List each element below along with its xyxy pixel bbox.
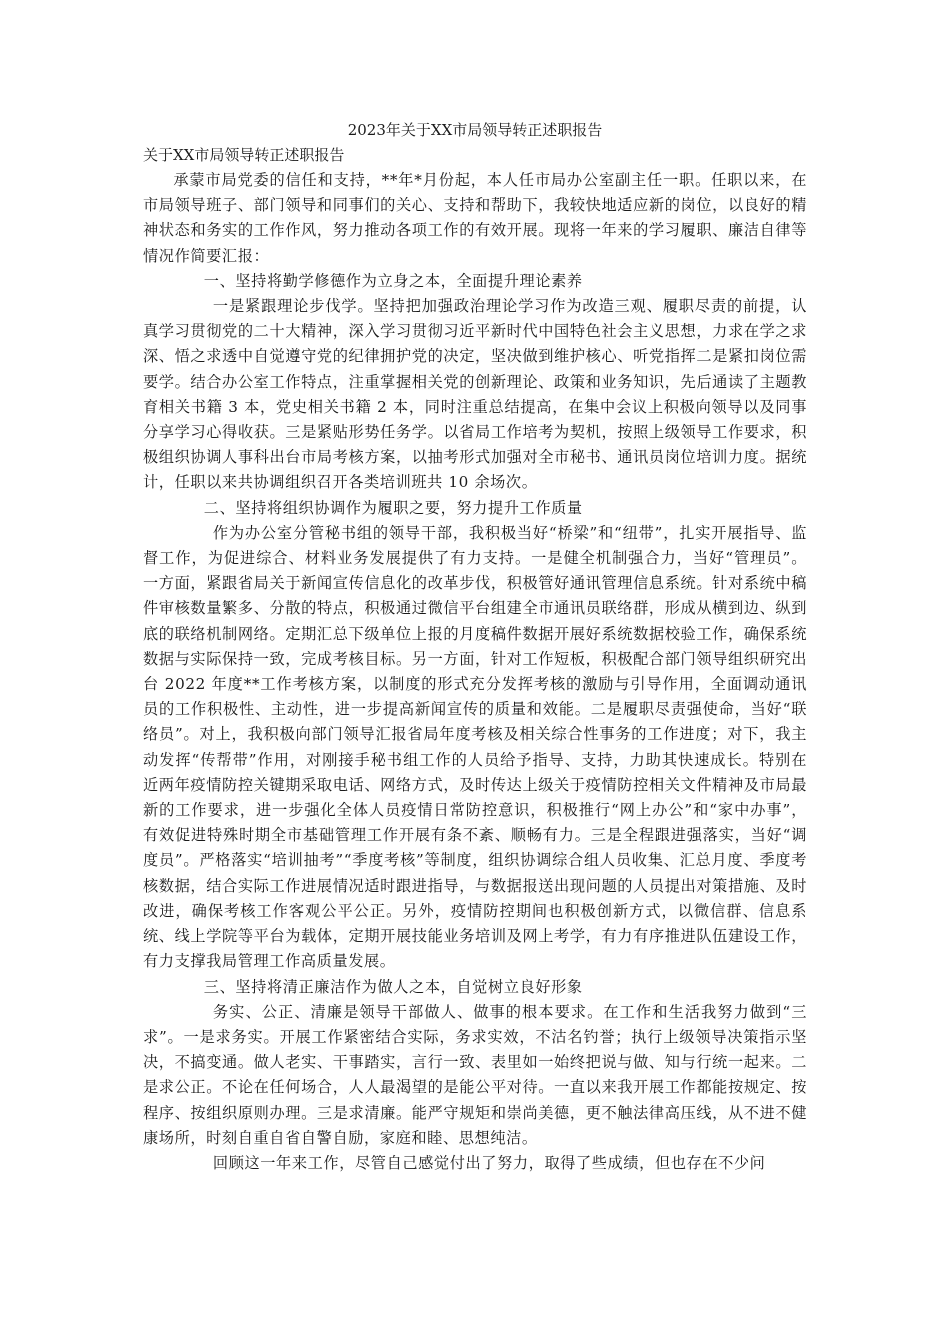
section-2-heading: 二、坚持将组织协调作为履职之要，努力提升工作质量 xyxy=(203,498,583,517)
section-1-heading: 一、坚持将勤学修德作为立身之本，全面提升理论素养 xyxy=(203,271,583,290)
document-title: 2023年关于XX市局领导转正述职报告 xyxy=(347,121,603,139)
closing-paragraph: 回顾这一年来工作，尽管自己感觉付出了努力，取得了些成绩，但也存在不少问 xyxy=(212,1153,766,1172)
intro-paragraph: 承蒙市局党委的信任和支持，**年*月份起，本人任市局办公室副主任一职。任职以来，在市局领导班子、部门领导和同事们的关心、支持和帮助下，我较快地适应新的岗位，以良好的精神状态和务实的工作作风，努力推动各项工作的有效开展。现将一年来的学习履职、廉洁自律等情况作简要汇报： xyxy=(143,171,807,265)
document-subtitle: 关于XX市局领导转正述职报告 xyxy=(143,146,345,164)
document-page xyxy=(143,118,807,1176)
section-2-body: 作为办公室分管秘书组的领导干部，我积极当好“桥梁”和“纽带”，扎实开展指导、监督工作，为促进综合、材料业务发展提供了有力支持。一是健全机制强合力，当好“管理员”。一方面，紧跟省局关于新闻宣传信息化的改革步伐，积极管好通讯管理信息系统。针对系统中稿件审核数量繁多、分散的特点，积极通过微信平台组建全市通讯员联络群，形成从横到边、纵到底的联络机制网络。定期汇总下级单位上报的月度稿件数据开展好系统数据校验工作，确保系统数据与实际保持一致，完成考核目标。另一方面，针对工作短板，积极配合部门领导组织研究出台 2022 年度**工作考核方案，以制度的形式充分发挥考核的激励与引导作用，全面调动通讯员的工作积极性、主动性，进一步提高新闻宣传的质量和效能。二是履职尽责强使命，当好“联络员”。对上，我积极向部门领导汇报省局年度考核及相关综合性事务的工作进度；对下，我主动发挥“传帮带”作用，对刚接手秘书组工作的人员给予指导、支持，力助其快速成长。特别在近两年疫情防控关键期采取电话、网络方式，及时传达上级关于疫情防控相关文件精神及市局最新的工作要求，进一步强化全体人员疫情日常防控意识，积极推行“网上办公”和“家中办事”，有效促进特殊时期全市基础管理工作开展有条不紊、顺畅有力。三是全程跟进强落实，当好“调度员”。严格落实“培训抽考”“季度考核”等制度，组织协调综合组人员收集、汇总月度、季度考核数据，结合实际工作进展情况适时跟进指导，与数据报送出现问题的人员提出对策措施、及时改进，确保考核工作客观公平公正。另外，疫情防控期间也积极创新方式，以微信群、信息系统、线上学院等平台为载体，定期开展技能业务培训及网上考学，有力有序推进队伍建设工作，有力支撑我局管理工作高质量发展。 xyxy=(143,523,807,971)
section-3-body: 务实、公正、清廉是领导干部做人、做事的根本要求。在工作和生活我努力做到“三求”。一是求务实。开展工作紧密结合实际，务求实效，不沽名钓誉；执行上级领导决策指示坚决，不搞变通。做人老实、干事踏实，言行一致、表里如一始终把说与做、知与行统一起来。二是求公正。不论在任何场合，人人最渴望的是能公平对待。一直以来我开展工作都能按规定、按程序、按组织原则办理。三是求清廉。能严守规矩和崇尚美德，更不触法律高压线，从不进不健康场所，时刻自重自省自警自励，家庭和睦、思想纯洁。 xyxy=(143,1002,807,1147)
section-1-body: 一是紧跟理论步伐学。坚持把加强政治理论学习作为改造三观、履职尽责的前提，认真学习贯彻党的二十大精神，深入学习贯彻习近平新时代中国特色社会主义思想，力求在学之求深、悟之求透中自觉遵守党的纪律拥护党的决定，坚决做到维护核心、听党指挥二是紧扣岗位需要学。结合办公室工作特点，注重掌握相关党的创新理论、政策和业务知识，先后通读了主题教育相关书籍 3 本，党史相关书籍 2 本，同时注重总结提高，在集中会议上积极向领导以及同事分享学习心得收获。三是紧贴形势任务学。以省局工作培考为契机，按照上级领导工作要求，积极组织协调人事科出台市局考核方案，以抽考形式加强对全市秘书、通讯员岗位培训力度。据统计，任职以来共协调组织召开各类培训班共 10 余场次。 xyxy=(143,297,807,492)
section-3-heading: 三、坚持将清正廉洁作为做人之本，自觉树立良好形象 xyxy=(203,977,583,996)
